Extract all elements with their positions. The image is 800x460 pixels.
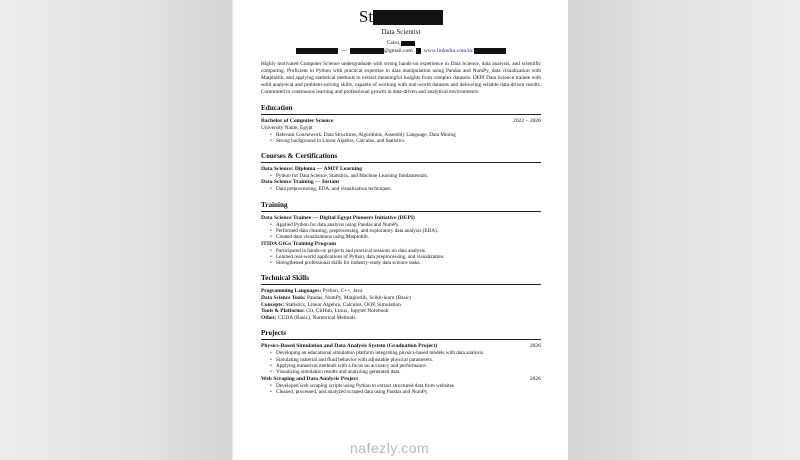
project-title: Physics-Based Simulation and Data Analysis System (Graduation Project): [261, 343, 438, 350]
list-item: • Participated in hands-on projects and practical sessions on data analysis.: [276, 248, 541, 254]
resume-page: [233, 0, 568, 460]
skill-row: [261, 315, 541, 322]
skill-row: [261, 302, 541, 309]
training-bullets: [261, 222, 541, 241]
summary-paragraph: Highly motivated Computer Science undergraduate with strong hands-on experience in Data Science, data analysis, and scientific computing. Proficient in Python with practical expertise in data manipulation using Pandas and NumPy, data visualization with Matplotlib, and applying statistical methods to extract meaningful insights from complex datasets. DEPI Data Science trainee with solid analytical and problem-solving skills, capable of working with real-world datasets and delivering reliable data-driven results. Committed to continuous learning and professional growth in data-driven and analytical environments.: [261, 61, 541, 95]
candidate-name: [261, 6, 541, 28]
list-item: • Developing an educational simulation platform integrating physics-based models with data analysis.: [276, 350, 541, 356]
email-suffix[interactable]: @gmail.com: [383, 48, 413, 54]
course-bullets: [261, 173, 541, 179]
linkedin-redaction: [474, 48, 506, 54]
section-heading-education: Education: [261, 104, 541, 115]
skill-value: Python, C++, Java: [321, 288, 363, 295]
training-bullets: [261, 248, 541, 267]
skill-value: Pandas, NumPy, Matplotlib, Scikit-learn (Basic): [305, 295, 412, 302]
phone-redaction: [296, 48, 338, 54]
project-bullets: [261, 350, 541, 375]
section-heading-projects: Projects: [261, 329, 541, 340]
skill-value: Statistics, Linear Algebra, Calculus, OOP, Simulation: [284, 301, 401, 308]
training-title: Data Science Trainee — Digital Egypt Pioneers Initiative (DEPI): [261, 214, 415, 221]
list-item: • Python for Data Science, Statistics, and Machine Learning fundamentals.: [276, 173, 541, 179]
location-redaction: [401, 41, 415, 46]
section-heading-skills: Technical Skills: [261, 274, 541, 285]
contact-separator: —: [341, 48, 347, 54]
skill-label: Data Science Tools:: [261, 295, 306, 302]
resume-content: [261, 6, 541, 395]
course-title: Data Science Training — Instant: [261, 179, 340, 186]
list-item: • Data preprocessing, EDA, and visualization techniques.: [276, 186, 541, 192]
list-item: • Developed web scraping scripts using Python to extract structured data from websites.: [276, 383, 541, 389]
education-entry-header: [261, 118, 541, 125]
contact-line: [261, 47, 541, 55]
divider-redaction: [416, 48, 421, 54]
list-item: • Created data visualizations using Matplotlib.: [276, 234, 541, 240]
skill-row: [261, 295, 541, 302]
skill-row: [261, 308, 541, 315]
location-text: Cairo,: [386, 40, 401, 46]
training-entry-header: [261, 241, 541, 248]
list-item: • Learned real-world applications of Python, data preprocessing, and visualization.: [276, 254, 541, 260]
watermark-text: nafezly.com: [350, 440, 430, 456]
skill-label: Programming Languages:: [261, 288, 322, 295]
name-redaction: [373, 10, 443, 25]
education-bullets: [261, 132, 541, 145]
background-right: [568, 0, 800, 460]
name-visible-text: St: [358, 7, 374, 26]
list-item: • Cleaned, processed, and analyzed scraped data using Pandas and NumPy.: [276, 389, 541, 395]
training-title: ITIDA GIGs Training Program: [261, 240, 337, 247]
skill-label: Other:: [261, 314, 277, 321]
degree-dates: 2022 – 2026: [513, 118, 541, 124]
list-item: • Strong background in Linear Algebra, Calculus, and Statistics: [276, 138, 541, 144]
list-item: • Simulating material and fluid behavior with adjustable physical parameters.: [276, 357, 541, 363]
project-date: 2026: [529, 343, 541, 350]
degree-title: Bachelor of Computer Science: [261, 118, 334, 124]
linkedin-link[interactable]: www.linkedin.com/in/: [423, 48, 474, 54]
list-item: • Performed data cleaning, preprocessing, and exploratory data analysis (EDA).: [276, 228, 541, 234]
skills-list: [261, 288, 541, 321]
skill-value: CUDA (Basic), Numerical Methods: [276, 314, 356, 321]
project-entry-header: [261, 376, 541, 383]
job-title: Data Scientist: [381, 28, 421, 36]
course-bullets: [261, 186, 541, 192]
course-entry-header: [261, 179, 541, 186]
project-title: Web Scraping and Data Analysis Project: [261, 375, 359, 382]
list-item: • Visualizing simulation results and analyzing generated data.: [276, 369, 541, 375]
location: [261, 39, 541, 47]
background-left: [0, 0, 232, 460]
skill-value: Git, GitHub, Linux, Jupyter Notebook: [304, 308, 389, 315]
email-redaction: [350, 48, 384, 54]
project-date: 2026: [529, 375, 541, 382]
school-name: University Name, Egypt: [261, 125, 313, 131]
section-heading-courses: Courses & Certifications: [261, 152, 541, 163]
list-item: • Applied Python for data analysis using Pandas and NumPy.: [276, 222, 541, 228]
skill-label: Tools & Platforms:: [261, 308, 305, 315]
course-title: Data Science: Diploma — AMIT Learning: [261, 166, 363, 173]
list-item: • Strengthened professional skills for industry-ready data science tasks.: [276, 260, 541, 266]
section-heading-training: Training: [261, 201, 541, 212]
project-bullets: [261, 383, 541, 396]
list-item: • Applying numerical methods with a focus on accuracy and performance.: [276, 363, 541, 369]
skill-label: Concepts:: [261, 301, 285, 308]
list-item: • Relevant Coursework: Data Structures, Algorithms, Assembly Language, Data Mining: [276, 132, 541, 138]
training-entry-header: [261, 215, 541, 222]
